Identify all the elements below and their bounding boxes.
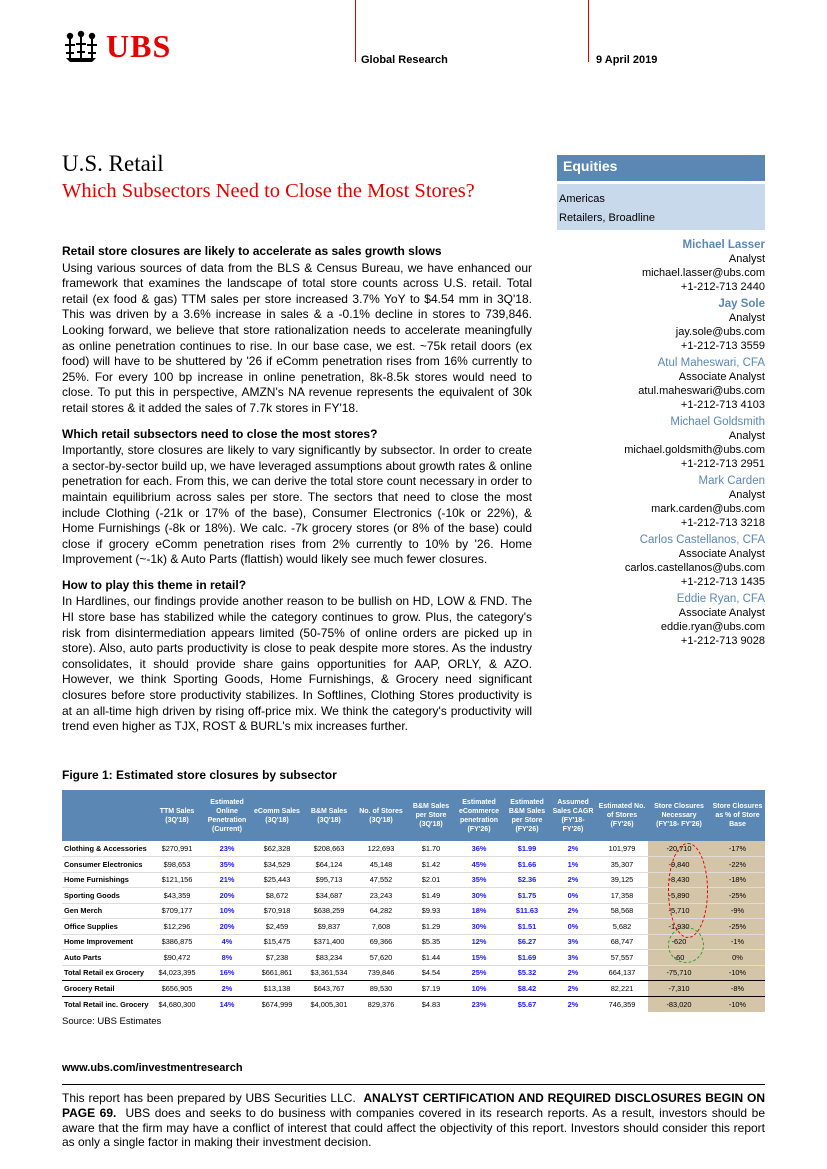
table-cell: $5.67	[504, 996, 550, 1012]
analyst-phone: +1-212-713 2440	[680, 281, 765, 293]
table-cell: $674,999	[250, 996, 304, 1012]
table-cell: 23%	[454, 996, 504, 1012]
analyst-role: Associate Analyst	[678, 548, 765, 560]
table-cell: $1.42	[408, 857, 454, 873]
row-label: Sporting Goods	[62, 888, 150, 904]
table-cell: 36%	[454, 841, 504, 857]
row-label: Auto Parts	[62, 950, 150, 966]
figure-title: Figure 1: Estimated store closures by subsector	[62, 768, 337, 782]
row-label: Office Supplies	[62, 919, 150, 935]
column-header: No. of Stores (3Q'18)	[354, 790, 408, 841]
table-cell: $11.63	[504, 903, 550, 919]
table-cell: $43,359	[150, 888, 204, 904]
analyst-email[interactable]: jay.sole@ubs.com	[675, 326, 765, 338]
table-cell: 89,530	[354, 981, 408, 997]
analyst-email[interactable]: carlos.castellanos@ubs.com	[624, 562, 765, 574]
table-body	[62, 841, 765, 1012]
table-cell: 664,137	[596, 965, 648, 981]
analyst-email[interactable]: michael.goldsmith@ubs.com	[624, 444, 765, 456]
table-header-row	[62, 790, 765, 841]
table-cell: 17,358	[596, 888, 648, 904]
table-cell: -10%	[710, 965, 765, 981]
table-cell: 3%	[550, 934, 596, 950]
page-subtitle: Which Subsectors Need to Close the Most Stores?	[62, 180, 475, 202]
table-cell: -5,710	[648, 903, 710, 919]
analyst-name: Michael Lasser	[682, 239, 765, 251]
table-cell: 23,243	[354, 888, 408, 904]
highlight-circle-green	[668, 927, 704, 963]
table-cell: $8.42	[504, 981, 550, 997]
table-row	[62, 872, 765, 888]
table-cell: 47,552	[354, 872, 408, 888]
table-cell: $12,296	[150, 919, 204, 935]
table-row	[62, 888, 765, 904]
table-cell: $25,443	[250, 872, 304, 888]
table-row	[62, 996, 765, 1012]
section-heading: How to play this theme in retail?	[62, 577, 247, 592]
table-cell: -10%	[710, 996, 765, 1012]
table-cell: -25%	[710, 919, 765, 935]
table-cell: $6.27	[504, 934, 550, 950]
analyst-entry	[560, 356, 765, 412]
column-header: TTM Sales (3Q'18)	[150, 790, 204, 841]
analyst-email[interactable]: mark.carden@ubs.com	[651, 503, 765, 515]
table-cell: $83,234	[304, 950, 354, 966]
analyst-name: Atul Maheswari, CFA	[657, 357, 765, 369]
table-cell: 2%	[550, 981, 596, 997]
table-cell: $1.70	[408, 841, 454, 857]
table-row	[62, 841, 765, 857]
table-cell: 10%	[454, 981, 504, 997]
table-cell: 3%	[550, 950, 596, 966]
coverage-box	[557, 184, 765, 230]
table-cell: $95,713	[304, 872, 354, 888]
table-cell: 2%	[550, 996, 596, 1012]
analyst-entry	[560, 474, 765, 530]
table-cell: 2%	[550, 903, 596, 919]
table-cell: $34,529	[250, 857, 304, 873]
table-cell: 2%	[550, 965, 596, 981]
analyst-email[interactable]: atul.maheswari@ubs.com	[638, 385, 765, 397]
table-cell: 20%	[204, 888, 250, 904]
table-cell: $34,687	[304, 888, 354, 904]
analyst-phone: +1-212-713 4103	[680, 399, 765, 411]
table-cell: 16%	[204, 965, 250, 981]
ubs-keys-icon	[62, 30, 100, 64]
table-cell: -9,840	[648, 857, 710, 873]
table-cell: 45%	[454, 857, 504, 873]
table-cell: -8%	[710, 981, 765, 997]
analyst-list	[560, 238, 765, 651]
table-cell: -1%	[710, 934, 765, 950]
table-cell: $5.32	[504, 965, 550, 981]
table-cell: $2.01	[408, 872, 454, 888]
table-cell: 122,693	[354, 841, 408, 857]
row-label: Consumer Electronics	[62, 857, 150, 873]
table-cell: 829,376	[354, 996, 408, 1012]
footer-divider	[62, 1084, 765, 1085]
table-cell: -8,430	[648, 872, 710, 888]
table-cell: -60	[648, 950, 710, 966]
analyst-entry	[560, 297, 765, 353]
table-cell: $1.69	[504, 950, 550, 966]
table-cell: $661,861	[250, 965, 304, 981]
analyst-entry	[560, 238, 765, 294]
table-cell: 739,846	[354, 965, 408, 981]
table-cell: -22%	[710, 857, 765, 873]
table-cell: 8%	[204, 950, 250, 966]
coverage-region: Americas	[559, 193, 605, 205]
table-cell: $638,259	[304, 903, 354, 919]
analyst-role: Analyst	[728, 430, 765, 442]
table-cell: 20%	[204, 919, 250, 935]
table-cell: 0%	[710, 950, 765, 966]
section-text: In Hardlines, our findings provide another reason to be bullish on HD, LOW & FND. The HI store base has stabilized while the category continues to grow. Plus, the category's risk from disintermediation appears limited (50-75% of online orders are picked up in store). Also, auto parts productivity is close to peak despite more stores. As the industry consolidates, it should provide share gains opportunities for AAP, ORLY, & AZO. However, we think Sporting Goods, Home Furnishings, & Grocery need significant closures before store productivity stabilizes. In Softlines, Clothing Stores productivity is at an all-time high driven by rising off-price mix. We think the category's productivity will trend even higher as TJX, ROST & BURL's mix increases further.	[62, 594, 532, 734]
table-cell: 18%	[454, 903, 504, 919]
table-row	[62, 919, 765, 935]
analyst-role: Associate Analyst	[678, 371, 765, 383]
table-cell: 4%	[204, 934, 250, 950]
table-cell: $13,138	[250, 981, 304, 997]
table-cell: -20,710	[648, 841, 710, 857]
table-cell: $2.36	[504, 872, 550, 888]
table-row	[62, 950, 765, 966]
table-cell: 69,366	[354, 934, 408, 950]
table-cell: -75,710	[648, 965, 710, 981]
table-cell: 12%	[454, 934, 504, 950]
table-cell: $2,459	[250, 919, 304, 935]
table-cell: 1%	[550, 857, 596, 873]
figure-source: Source: UBS Estimates	[62, 1016, 162, 1027]
table-cell: $7,238	[250, 950, 304, 966]
table-cell: 45,148	[354, 857, 408, 873]
table-row	[62, 965, 765, 981]
highlight-circle-red	[668, 843, 708, 938]
table-cell: 57,557	[596, 950, 648, 966]
table-cell: 0%	[550, 888, 596, 904]
analyst-phone: +1-212-713 3559	[680, 340, 765, 352]
table-cell: $656,905	[150, 981, 204, 997]
table-cell: $90,472	[150, 950, 204, 966]
table-cell: 0%	[550, 919, 596, 935]
analyst-entry	[560, 415, 765, 471]
table-cell: $709,177	[150, 903, 204, 919]
table-cell: $1.51	[504, 919, 550, 935]
table-cell: $62,328	[250, 841, 304, 857]
store-closures-table	[62, 790, 765, 1012]
row-label: Gen Merch	[62, 903, 150, 919]
column-header: B&M Sales per Store (3Q'18)	[408, 790, 454, 841]
analyst-role: Analyst	[728, 312, 765, 324]
table-cell: 23%	[204, 841, 250, 857]
table-cell: 7,608	[354, 919, 408, 935]
table-cell: $4,023,395	[150, 965, 204, 981]
column-header: Estimated B&M Sales per Store (FY'26)	[504, 790, 550, 841]
table-cell: 58,568	[596, 903, 648, 919]
header-divider-1	[355, 0, 356, 62]
table-cell: -5,890	[648, 888, 710, 904]
table-cell: -25%	[710, 888, 765, 904]
table-cell: $4,005,301	[304, 996, 354, 1012]
table-cell: 14%	[204, 996, 250, 1012]
table-cell: 35%	[454, 872, 504, 888]
row-label: Home Improvement	[62, 934, 150, 950]
analyst-phone: +1-212-713 2951	[680, 458, 765, 470]
table-cell: 82,221	[596, 981, 648, 997]
table-cell: $371,400	[304, 934, 354, 950]
analyst-email[interactable]: michael.lasser@ubs.com	[641, 267, 765, 279]
table-cell: 21%	[204, 872, 250, 888]
table-row	[62, 903, 765, 919]
table-cell: -17%	[710, 841, 765, 857]
section-heading: Retail store closures are likely to accelerate as sales growth slows	[62, 244, 442, 258]
table-cell: $98,653	[150, 857, 204, 873]
table-cell: $1.44	[408, 950, 454, 966]
table-cell: $1.49	[408, 888, 454, 904]
table-row	[62, 857, 765, 873]
table-cell: -7,310	[648, 981, 710, 997]
table-cell: -83,020	[648, 996, 710, 1012]
table-cell: 2%	[550, 872, 596, 888]
table-cell: $1.29	[408, 919, 454, 935]
section-heading: Which retail subsectors need to close the most stores?	[62, 426, 378, 441]
table-cell: $1.66	[504, 857, 550, 873]
header-divider-2	[588, 0, 589, 62]
analyst-role: Analyst	[728, 489, 765, 501]
table-cell: $270,991	[150, 841, 204, 857]
table-cell: $4.54	[408, 965, 454, 981]
table-cell: 64,282	[354, 903, 408, 919]
analyst-phone: +1-212-713 9028	[680, 635, 765, 647]
section-text: Importantly, store closures are likely to vary significantly by subsector. In order to create a sector-by-sector build up, we have leveraged assumptions about growth rates & online penetration for each. From this, we can derive the total store count necessary in order to maintain equilibrium across sales per store. The sectors that need to close the most include Clothing (-21k or 17% of the base), Consumer Electronics (-10k or 22%), & Home Furnishings (-8k or 18%). We calc. -7k grocery stores (or 8% of the base) could close if grocery eComm penetration rises from 2% currently to 10% by '26. Home Improvement (~-1k) & Auto Parts (flattish) would likely see much fewer closures.	[62, 443, 532, 567]
row-label: Clothing & Accessories	[62, 841, 150, 857]
section-label: Global Research	[361, 54, 448, 66]
disclaimer	[62, 1091, 765, 1150]
column-header: Store Closures Necessary (FY'18- FY'26)	[648, 790, 710, 841]
table-cell: 35,307	[596, 857, 648, 873]
table-cell: 30%	[454, 919, 504, 935]
table-cell: 2%	[550, 841, 596, 857]
column-header: Estimated Online Penetration (Current)	[204, 790, 250, 841]
table-cell: $9.93	[408, 903, 454, 919]
table-cell: $121,156	[150, 872, 204, 888]
analyst-entry	[560, 533, 765, 589]
table-cell: 68,747	[596, 934, 648, 950]
table-cell: 5,682	[596, 919, 648, 935]
table-cell: -9%	[710, 903, 765, 919]
table-cell: $4.83	[408, 996, 454, 1012]
table-cell: 10%	[204, 903, 250, 919]
table-cell: $8,672	[250, 888, 304, 904]
equities-label: Equities	[557, 155, 765, 181]
row-label: Total Retail ex Grocery	[62, 965, 150, 981]
table-row	[62, 981, 765, 997]
disclaimer-intro: This report has been prepared by UBS Securities LLC.	[62, 1091, 356, 1105]
table-cell: $70,918	[250, 903, 304, 919]
table-cell: 25%	[454, 965, 504, 981]
analyst-name: Jay Sole	[718, 298, 765, 310]
table-cell: -620	[648, 934, 710, 950]
table-cell: 746,359	[596, 996, 648, 1012]
report-body	[62, 244, 532, 745]
table-cell: $9,837	[304, 919, 354, 935]
analyst-role: Associate Analyst	[678, 607, 765, 619]
table-cell: 2%	[204, 981, 250, 997]
table-cell: $643,767	[304, 981, 354, 997]
table-cell: $208,663	[304, 841, 354, 857]
row-label: Grocery Retail	[62, 981, 150, 997]
table-cell: $1.75	[504, 888, 550, 904]
column-header: eComm Sales (3Q'18)	[250, 790, 304, 841]
analyst-role: Analyst	[728, 253, 765, 265]
disclaimer-body: UBS does and seeks to do business with companies covered in its research reports. As a result, investors should be aware that the firm may have a conflict of interest that could affect the objectivity of this report. Investors should consider this report as only a single factor in making their investment decision.	[62, 1105, 765, 1150]
table-cell: 15%	[454, 950, 504, 966]
table-cell: 101,979	[596, 841, 648, 857]
table-cell: $5.35	[408, 934, 454, 950]
table-cell: $1.99	[504, 841, 550, 857]
analyst-phone: +1-212-713 1435	[680, 576, 765, 588]
section-text: Using various sources of data from the BLS & Census Bureau, we have enhanced our framework that examines the landscape of total store counts across U.S. retail. Total retail (ex food & gas) TTM sales per store increased 3.7% YoY to $4.54 mm in 3Q'18. This was driven by a 3.6% increase in sales & a -0.1% decline in stores to 739,846. Looking forward, we believe that store rationalization needs to accelerate meaningfully as online penetration continues to rise. In our base case, we est. ~75k retail doors (ex food) will have to be shuttered by '26 if eComm penetration rises from 16% currently to 25%. For every 100 bp increase in online penetration, 8k-8.5k stores would need to close. To put this in perspective, AMZN's NA revenue represents the equivalent of 30k retail stores & it added the sales of 7.7k stores in FY'18.	[62, 260, 532, 415]
row-label: Home Furnishings	[62, 872, 150, 888]
column-header	[62, 790, 150, 841]
table-cell: 57,620	[354, 950, 408, 966]
row-label: Total Retail inc. Grocery	[62, 996, 150, 1012]
research-url[interactable]: www.ubs.com/investmentresearch	[62, 1062, 243, 1074]
column-header: Estimated No. of Stores (FY'26)	[596, 790, 648, 841]
analyst-name: Carlos Castellanos, CFA	[639, 534, 765, 546]
analyst-email[interactable]: eddie.ryan@ubs.com	[660, 621, 765, 633]
column-header: Store Closures as % of Store Base	[710, 790, 765, 841]
table-cell: $64,124	[304, 857, 354, 873]
disclaimer-bold: ANALYST CERTIFICATION AND REQUIRED DISCLOSURES BEGIN ON PAGE 69.	[62, 1091, 765, 1120]
table-cell: $7.19	[408, 981, 454, 997]
coverage-sector: Retailers, Broadline	[559, 212, 655, 224]
report-date: 9 April 2019	[596, 54, 658, 66]
analyst-entry	[560, 592, 765, 648]
page-title: U.S. Retail	[62, 151, 164, 176]
table-cell: $3,361,534	[304, 965, 354, 981]
analyst-name: Eddie Ryan, CFA	[676, 593, 765, 605]
table-cell: $386,875	[150, 934, 204, 950]
table-cell: 35%	[204, 857, 250, 873]
analyst-phone: +1-212-713 3218	[680, 517, 765, 529]
column-header: Estimated eCommerce penetration (FY'26)	[454, 790, 504, 841]
column-header: Assumed Sales CAGR (FY'18-FY'26)	[550, 790, 596, 841]
table-cell: -18%	[710, 872, 765, 888]
table-cell: $15,475	[250, 934, 304, 950]
table-cell: -1,930	[648, 919, 710, 935]
column-header: B&M Sales (3Q'18)	[304, 790, 354, 841]
table-row	[62, 934, 765, 950]
ubs-logo	[62, 28, 171, 65]
logo-text: UBS	[106, 28, 172, 64]
analyst-name: Mark Carden	[698, 475, 765, 487]
analyst-name: Michael Goldsmith	[670, 416, 765, 428]
table-cell: 39,125	[596, 872, 648, 888]
table-cell: 30%	[454, 888, 504, 904]
table-cell: $4,680,300	[150, 996, 204, 1012]
